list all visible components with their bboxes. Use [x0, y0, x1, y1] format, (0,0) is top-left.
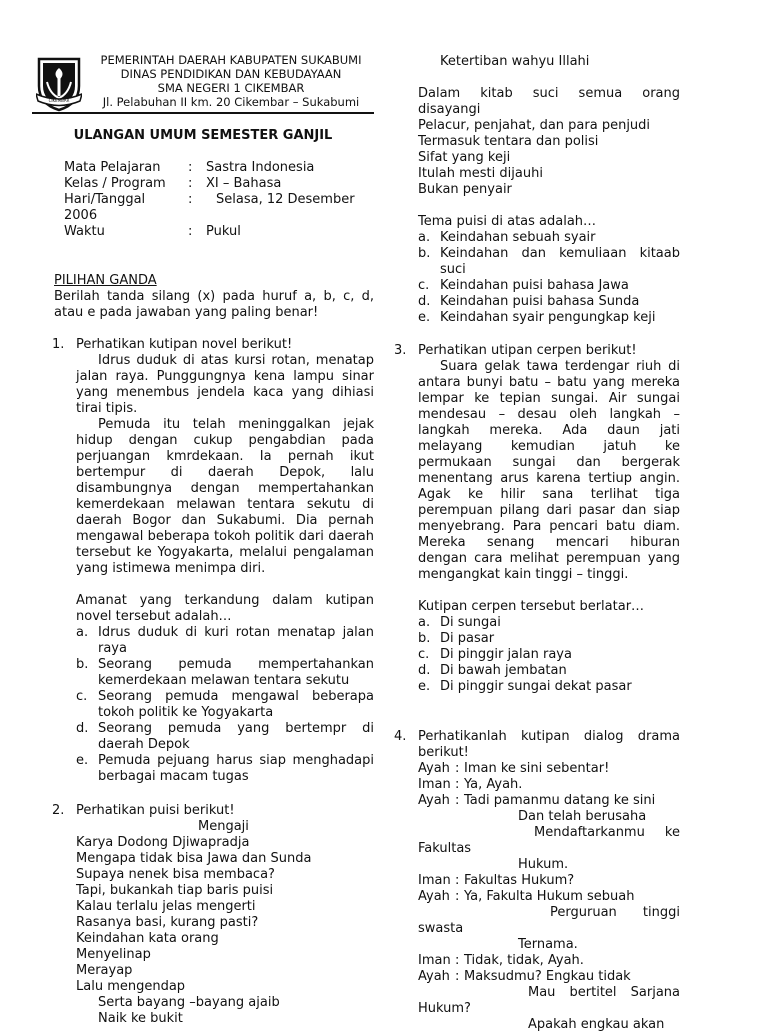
identity-value: XI – Bahasa: [206, 176, 282, 191]
passage-paragraph: Pemuda itu telah meninggalkan jejak hidup dengan cukup pengabdian pada perjuangan kmrdekaan. Ia pernah ikut bertempur di daerah Depok, lalu disambungnya dengan mempertahankan kemerdekaan melawan tentara sekutu di daerah Bogor dan Sukabumi. Dia pernah mengawal beberapa tokoh politik dari daerah tersebut ke Yogyakarta, melalui pengalaman yang istimewa menimpa diri.: [76, 417, 374, 576]
dialog-continuation: Perguruan tinggi: [550, 905, 680, 920]
option-letter: a.: [418, 615, 431, 630]
poem-line: Supaya nenek bisa membaca?: [76, 867, 275, 882]
dialog-text: Tidak, tidak, Ayah.: [464, 953, 584, 968]
speaker-colon: :: [455, 761, 460, 776]
option-e[interactable]: [418, 310, 680, 326]
option-letter: b.: [76, 657, 89, 672]
identity-colon: :: [188, 176, 193, 191]
passage-paragraph: Idrus duduk di atas kursi rotan, menatap jalan raya. Punggungnya kena lampu sinar yang menembus jendela kaca yang dihiasi tirai tipis.: [76, 353, 374, 416]
dialog-text: Iman ke sini sebentar!: [464, 761, 610, 776]
header-rule: [32, 112, 374, 114]
option-b[interactable]: [418, 246, 680, 278]
option-b[interactable]: [418, 631, 680, 647]
option-c[interactable]: [418, 278, 680, 294]
option-text: Keindahan sebuah syair: [440, 230, 596, 245]
speaker-name: Ayah: [418, 889, 450, 904]
dialog-line: [418, 953, 680, 969]
identity-colon: :: [188, 192, 193, 207]
question-2: [52, 803, 374, 1027]
option-d[interactable]: [76, 721, 374, 753]
identity-colon: :: [188, 160, 193, 175]
option-e[interactable]: [418, 679, 680, 695]
dialog-continuation: Hukum.: [518, 857, 569, 872]
poem-stanza: [418, 86, 680, 326]
option-letter: d.: [418, 294, 431, 309]
question-number: 4.: [394, 729, 407, 744]
speaker-colon: :: [455, 873, 460, 888]
option-a[interactable]: [418, 615, 680, 631]
speaker-colon: :: [455, 953, 460, 968]
option-text: Di bawah jembatan: [440, 663, 567, 678]
speaker-colon: :: [455, 777, 460, 792]
poem-line: Pelacur, penjahat, dan para penjudi: [418, 118, 651, 133]
option-a[interactable]: [418, 230, 680, 246]
speaker-colon: :: [455, 889, 460, 904]
dialog-speaker: [418, 873, 460, 889]
dialog-speaker: [418, 777, 460, 793]
identity-row: [64, 160, 314, 176]
poem-line: Keindahan kata orang: [76, 931, 219, 946]
option-d[interactable]: [418, 663, 680, 679]
option-letter: a.: [76, 625, 89, 640]
poem-line: Tapi, bukankah tiap baris puisi: [76, 883, 274, 898]
speaker-name: Ayah: [418, 969, 450, 984]
option-text: Seorang pemuda mengawal beberapa tokoh politik ke Yogyakarta: [98, 689, 374, 720]
letterhead: [86, 53, 376, 109]
option-letter: c.: [418, 647, 430, 662]
option-text: Di pasar: [440, 631, 495, 646]
letterhead-line: SMA NEGERI 1 CIKEMBAR: [157, 81, 305, 95]
poem-line: Rasanya basi, kurang pasti?: [76, 915, 259, 930]
identity-key: Mata Pelajaran: [64, 160, 161, 175]
option-letter: e.: [418, 679, 431, 694]
options-list: [418, 230, 680, 326]
dialog-line: [418, 873, 680, 889]
poem-line: Menyelinap: [76, 947, 151, 962]
question-stem: Perhatikan kutipan novel berikut!: [76, 337, 293, 352]
question-prompt: Kutipan cerpen tersebut berlatar…: [418, 599, 645, 614]
poem-line: Sifat yang keji: [418, 150, 511, 165]
dialog-text: Fakultas Hukum?: [464, 873, 575, 888]
poem-line: Kalau terlalu jelas mengerti: [76, 899, 256, 914]
option-text: Seorang pemuda yang bertempr di daerah Depok: [98, 721, 374, 752]
poem-author: Karya Dodong Djiwapradja: [76, 835, 250, 850]
dialog-speaker: [418, 761, 460, 777]
poem-line: Lalu mengendap: [76, 979, 186, 994]
dialog-line: [418, 777, 680, 793]
dialog-text: Ya, Fakulta Hukum sebuah: [464, 889, 635, 904]
dialog-continuation: Dan telah berusaha: [518, 809, 647, 824]
speaker-name: Iman: [418, 777, 451, 792]
dialog-continuation: swasta: [418, 921, 464, 936]
option-text: Pemuda pejuang harus siap menghadapi berbagai macam tugas: [98, 753, 374, 784]
dialog-text: Maksudmu? Engkau tidak: [464, 969, 631, 984]
identity-colon: :: [188, 224, 193, 239]
question-prompt: Amanat yang terkandung dalam kutipan novel tersebut adalah…: [76, 593, 374, 624]
question-3: [394, 343, 680, 695]
option-text: Keindahan dan kemuliaan kitaab suci: [440, 246, 680, 277]
dialog-continuation: Fakultas: [418, 841, 472, 856]
option-letter: c.: [418, 278, 430, 293]
question-1: [52, 337, 374, 785]
dialog-continuation: Apakah engkau akan: [528, 1017, 665, 1032]
question-number: 1.: [52, 337, 65, 352]
dialog-speaker: [418, 793, 460, 809]
identity-value: Selasa, 12 Desember: [216, 192, 355, 207]
identity-key: Waktu: [64, 224, 105, 239]
identity-value: Pukul: [206, 224, 241, 239]
dialog-speaker: [418, 889, 460, 905]
poem-line: Serta bayang –bayang ajaib: [98, 995, 280, 1010]
speaker-name: Ayah: [418, 793, 450, 808]
dialog-line: [418, 793, 680, 809]
option-letter: e.: [76, 753, 89, 768]
identity-value: Sastra Indonesia: [206, 160, 315, 175]
question-stem: Perhatikan utipan cerpen berikut!: [418, 343, 637, 358]
school-emblem-icon: [36, 56, 82, 112]
speaker-name: Iman: [418, 873, 451, 888]
dialog-continuation: Mendaftarkanmu ke: [534, 825, 680, 840]
option-text: Di pinggir jalan raya: [440, 647, 572, 662]
identity-row: [64, 224, 241, 240]
question-4: [394, 729, 680, 1033]
question-number: 3.: [394, 343, 407, 358]
dialog-text: Ya, Ayah.: [464, 777, 523, 792]
dialog-speaker: [418, 969, 460, 985]
option-b[interactable]: [76, 657, 374, 689]
poem-line: Bukan penyair: [418, 182, 512, 197]
question-prompt: Tema puisi di atas adalah…: [418, 214, 597, 229]
dialog-line: [418, 889, 680, 905]
dialog-line: [418, 969, 680, 985]
identity-key: Kelas / Program: [64, 176, 166, 191]
identity-row: [64, 192, 355, 208]
poem-line: Termasuk tentara dan polisi: [418, 134, 599, 149]
identity-wrap: 2006: [64, 208, 98, 223]
option-a[interactable]: [76, 625, 374, 657]
question-stem: Perhatikanlah kutipan dialog drama berikut!: [418, 729, 680, 760]
option-letter: c.: [76, 689, 88, 704]
option-text: Di pinggir sungai dekat pasar: [440, 679, 632, 694]
dialog-speaker: [418, 953, 460, 969]
option-text: Seorang pemuda mempertahankan kemerdekaan melawan tentara sekutu: [98, 657, 374, 688]
options-list: [76, 625, 374, 785]
poem-title: Mengaji: [198, 819, 249, 834]
option-e[interactable]: [76, 753, 374, 785]
dialog-continuation: Hukum?: [418, 1001, 471, 1016]
poem-line: Dalam kitab suci semua orang disayangi: [418, 86, 680, 117]
speaker-colon: :: [455, 969, 460, 984]
options-list: [418, 615, 680, 695]
option-c[interactable]: [418, 647, 680, 663]
poem-line: Itulah mesti dijauhi: [418, 166, 543, 181]
option-letter: d.: [418, 663, 431, 678]
letterhead-line: DINAS PENDIDIKAN DAN KEBUDAYAAN: [120, 67, 342, 81]
exam-title: ULANGAN UMUM SEMESTER GANJIL: [73, 128, 333, 143]
identity-row: [64, 176, 281, 192]
option-letter: e.: [418, 310, 431, 325]
option-letter: a.: [418, 230, 431, 245]
poem-line: Merayap: [76, 963, 133, 978]
option-c[interactable]: [76, 689, 374, 721]
passage-paragraph: Suara gelak tawa terdengar riuh di antara bunyi batu – batu yang mereka lempar ke tepian sungai. Air sungai mendesau – desau oleh langkah – langkah mereka. Ada daun jati melayang kemudian jatuh ke permukaan sungai dan bergerak menentang arus karena tertiup angin. Agak ke hilir sana terlihat tiga perempuan pilang dari pasar dan siap menyebrang. Para pencari batu diam. Mereka senang mencari hiburan dengan cara melihat perempuan yang mengangkat kain tinggi – tinggi.: [418, 359, 680, 582]
poem-line: Mengapa tidak bisa Jawa dan Sunda: [76, 851, 312, 866]
speaker-name: Ayah: [418, 761, 450, 776]
option-d[interactable]: [418, 294, 680, 310]
dialog-continuation: Mau bertitel Sarjana: [528, 985, 680, 1000]
svg-text:CIKEMBAR: CIKEMBAR: [48, 98, 70, 103]
dialog-text: Tadi pamanmu datang ke sini: [464, 793, 656, 808]
letterhead-line: Jl. Pelabuhan II km. 20 Cikembar – Sukabumi: [102, 95, 360, 109]
option-letter: b.: [418, 246, 431, 261]
option-text: Di sungai: [440, 615, 501, 630]
poem-line: Ketertiban wahyu Illahi: [440, 54, 590, 69]
option-letter: b.: [418, 631, 431, 646]
option-text: Idrus duduk di kuri rotan menatap jalan raya: [98, 625, 374, 656]
question-number: 2.: [52, 803, 65, 818]
option-letter: d.: [76, 721, 89, 736]
question-stem: Perhatikan puisi berikut!: [76, 803, 235, 818]
identity-key: Hari/Tanggal: [64, 192, 146, 207]
speaker-name: Iman: [418, 953, 451, 968]
section-heading: PILIHAN GANDA: [54, 273, 157, 288]
poem-line: Naik ke bukit: [98, 1011, 183, 1026]
option-text: Keindahan puisi bahasa Sunda: [440, 294, 640, 309]
dialog-continuation: Ternama.: [518, 937, 578, 952]
dialog-line: [418, 761, 680, 777]
letterhead-line: PEMERINTAH DAERAH KABUPATEN SUKABUMI: [100, 53, 362, 67]
option-text: Keindahan puisi bahasa Jawa: [440, 278, 629, 293]
option-text: Keindahan syair pengungkap keji: [440, 310, 656, 325]
section-instruction: Berilah tanda silang (x) pada huruf a, b, c, d, atau e pada jawaban yang paling benar!: [54, 289, 374, 320]
speaker-colon: :: [455, 793, 460, 808]
